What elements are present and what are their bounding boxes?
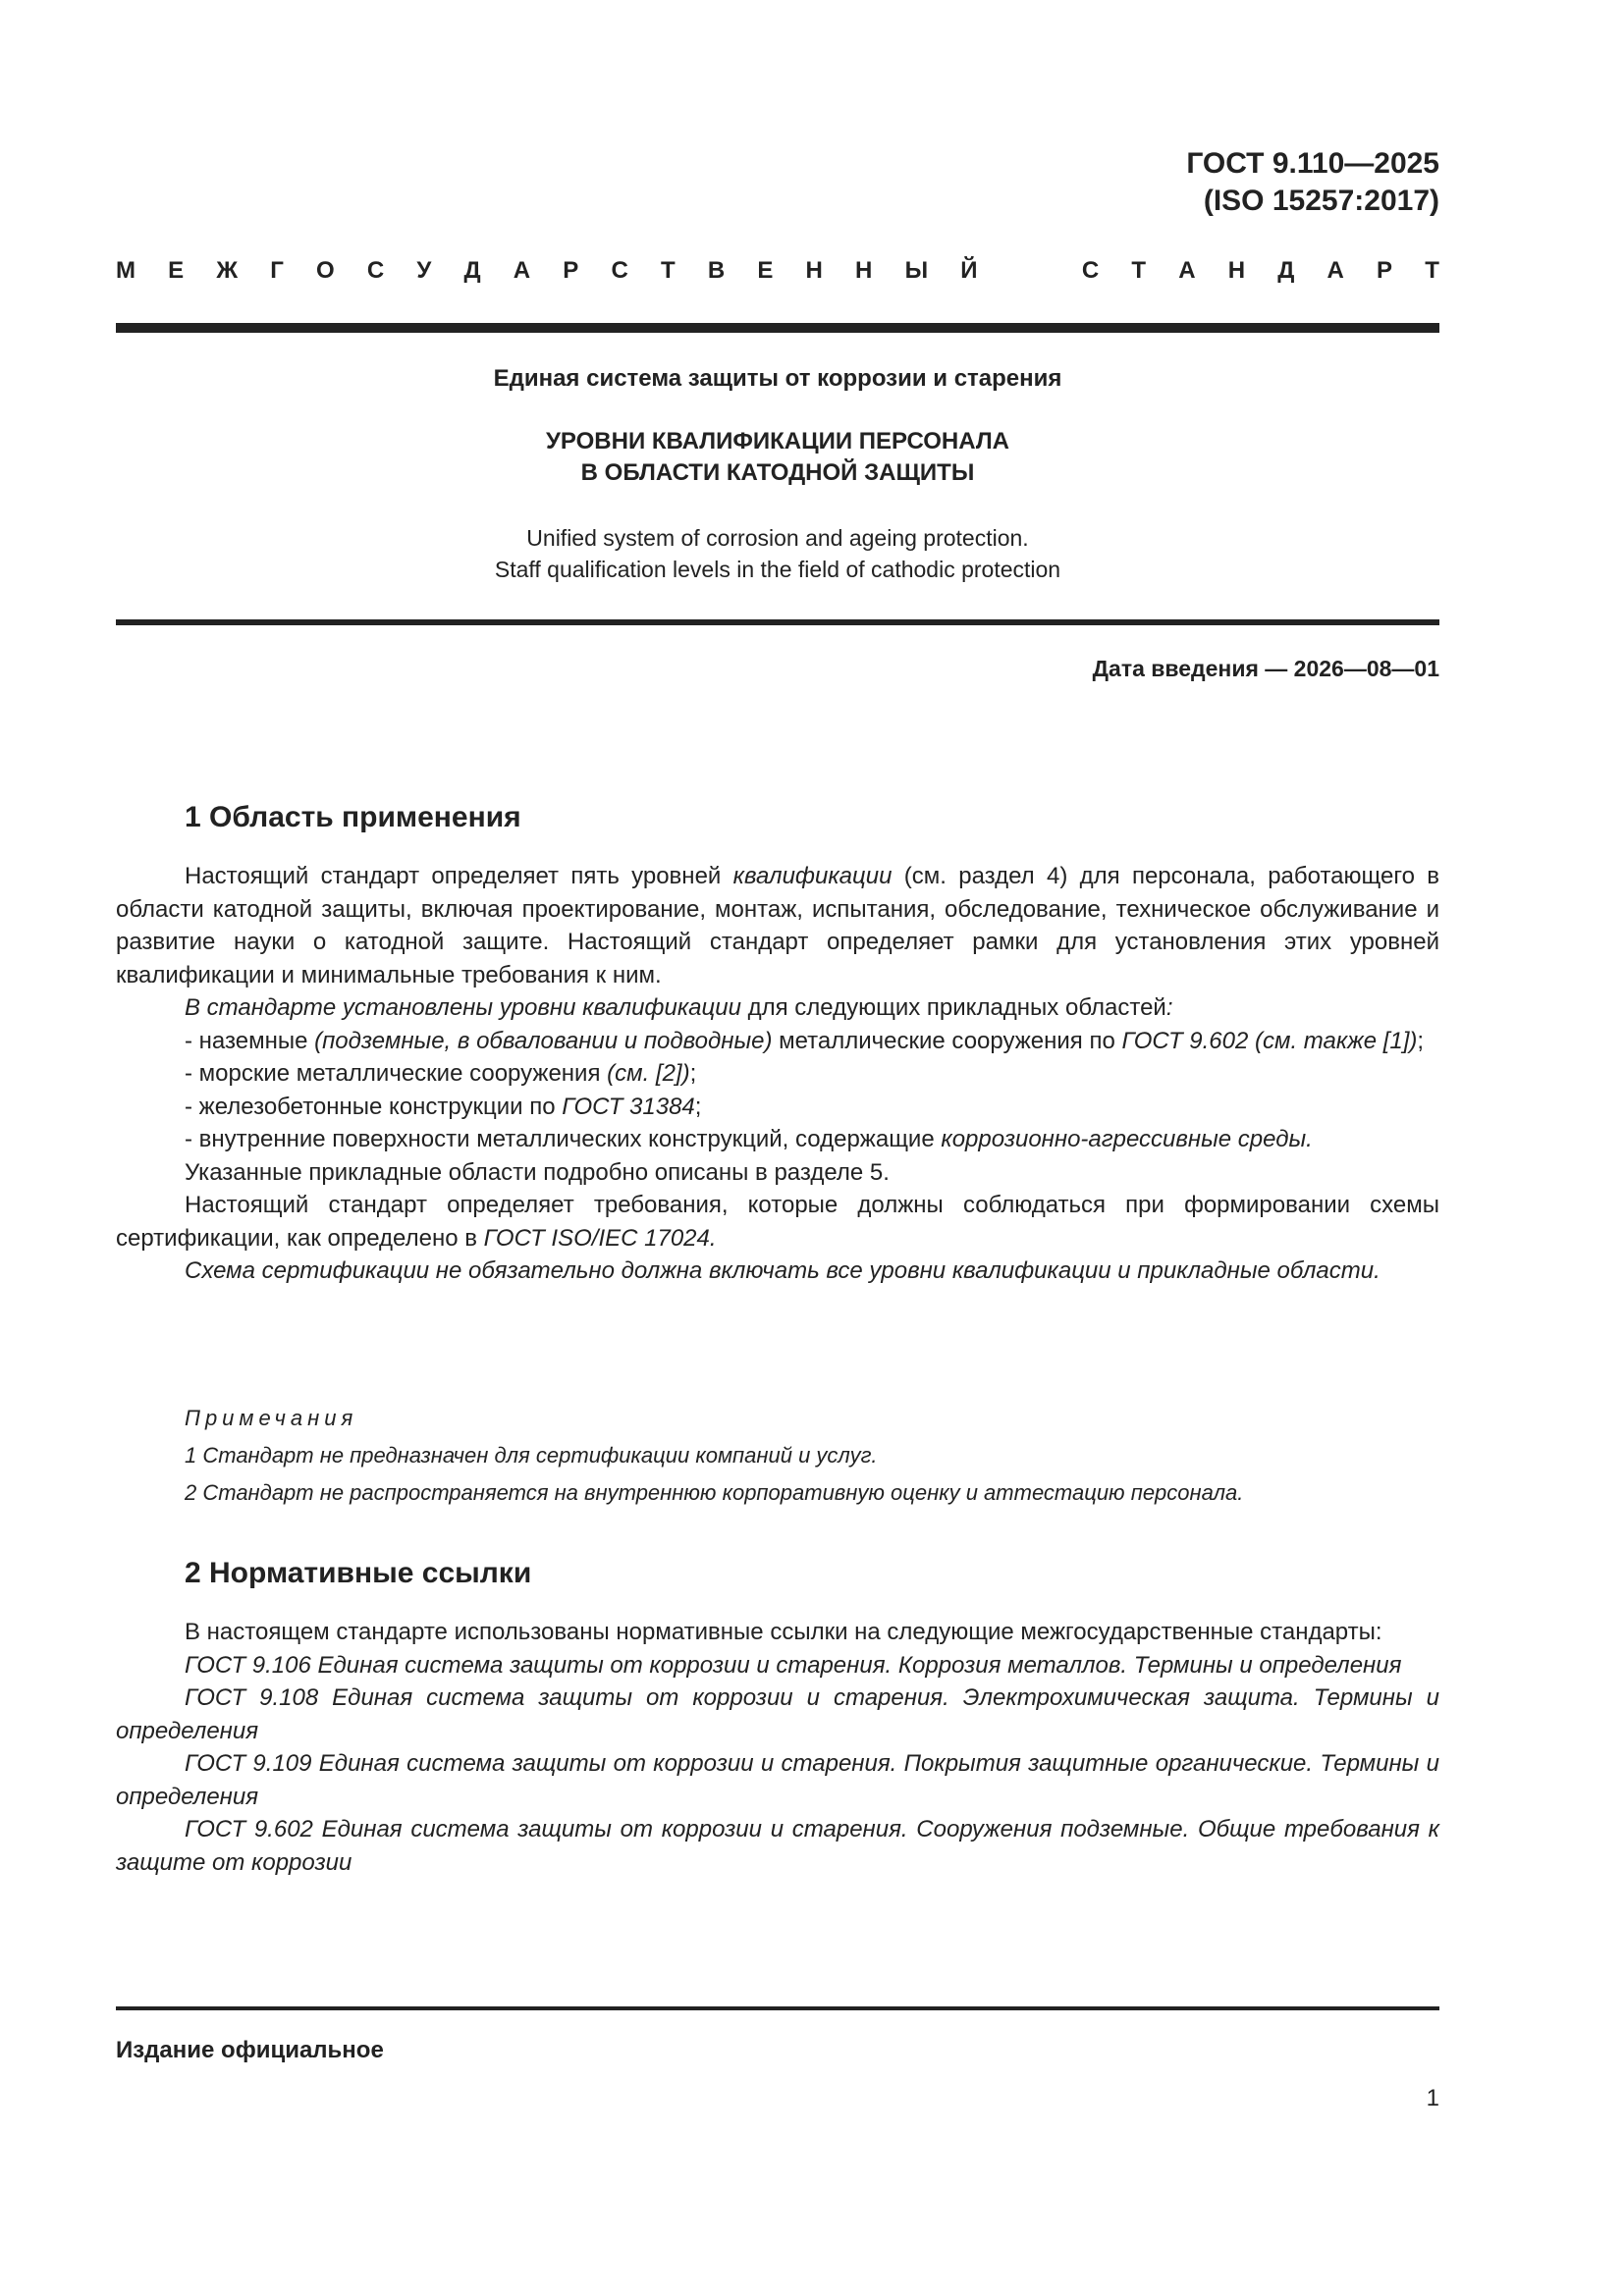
reference-item: ГОСТ 9.108 Единая система защиты от коррозии и старения. Электрохимическая защита. Термины и определения bbox=[116, 1684, 1439, 1744]
banner-letter: Т bbox=[1425, 257, 1439, 284]
notes-label: Примечания bbox=[185, 1406, 358, 1430]
paragraph: Настоящий стандарт определяет пять уровней квалификации (см. раздел 4) для персонала, работающего в области катодной защиты, включая проектирование, монтаж, испытания, обследование, техническое обслуживание и развитие науки о катодной защите. Настоящий стандарт определяет рамки для установления этих уровней квалификации и минимальные требования к ним. bbox=[116, 863, 1439, 988]
banner-letter: Н bbox=[805, 257, 823, 284]
banner-letter: В bbox=[707, 257, 726, 284]
banner-letter: Т bbox=[660, 257, 676, 284]
section-2-body bbox=[116, 1616, 1439, 1879]
system-title: Единая система защиты от коррозии и старения bbox=[493, 365, 1062, 392]
footer-rule bbox=[116, 2006, 1439, 2010]
page-number: 1 bbox=[1426, 2085, 1439, 2111]
banner-letter: А bbox=[1178, 257, 1196, 284]
banner-letter: Ы bbox=[904, 257, 929, 284]
banner-letter: Е bbox=[757, 257, 774, 284]
english-title-line: Staff qualification levels in the field of cathodic protection bbox=[494, 557, 1061, 582]
paragraph: Настоящий стандарт определяет требования, которые должны соблюдаться при формировании схемы сертификации, как определено в ГОСТ ISO/IEC 17024. bbox=[116, 1192, 1439, 1252]
banner-letter: У bbox=[416, 257, 432, 284]
paragraph: Указанные прикладные области подробно описаны в разделе 5. bbox=[185, 1158, 890, 1186]
paragraph: В стандарте установлены уровни квалификации для следующих прикладных областей: bbox=[185, 994, 1173, 1021]
banner-letter: А bbox=[1326, 257, 1344, 284]
section-2-heading: 2 Нормативные ссылки bbox=[185, 1557, 532, 1589]
english-title bbox=[116, 522, 1439, 585]
note-item: 2 Стандарт не распространяется на внутреннюю корпоративную оценку и аттестацию персонала. bbox=[185, 1480, 1244, 1505]
banner-letter: Д bbox=[1277, 257, 1295, 284]
banner-letter: Г bbox=[270, 257, 284, 284]
main-title-line: УРОВНИ КВАЛИФИКАЦИИ ПЕРСОНАЛА bbox=[546, 428, 1009, 454]
banner-letter: С bbox=[1081, 257, 1100, 284]
banner-letter: Р bbox=[1377, 257, 1393, 284]
reference-item: ГОСТ 9.109 Единая система защиты от коррозии и старения. Покрытия защитные органические. Термины и определения bbox=[116, 1750, 1439, 1810]
doc-number: ГОСТ 9.110—2025 bbox=[1186, 147, 1439, 180]
header-rule bbox=[116, 323, 1439, 333]
banner-letter: Р bbox=[563, 257, 579, 284]
reference-item: ГОСТ 9.106 Единая система защиты от коррозии и старения. Коррозия металлов. Термины и определения bbox=[185, 1651, 1402, 1679]
introduction-date: Дата введения — 2026—08—01 bbox=[1092, 656, 1439, 681]
list-item: - железобетонные конструкции по ГОСТ 31384; bbox=[185, 1093, 702, 1120]
section-1-heading: 1 Область применения bbox=[185, 801, 521, 833]
standard-type-banner bbox=[116, 257, 1439, 285]
notes-block bbox=[185, 1400, 1439, 1512]
banner-letter: Н bbox=[1227, 257, 1246, 284]
paragraph: Схема сертификации не обязательно должна включать все уровни квалификации и прикладные области. bbox=[185, 1257, 1380, 1284]
paragraph: В настоящем стандарте использованы нормативные ссылки на следующие межгосударственные стандарты: bbox=[185, 1619, 1382, 1645]
official-edition-label: Издание официальное bbox=[116, 2037, 384, 2063]
banner-letter: Д bbox=[463, 257, 481, 284]
reference-item: ГОСТ 9.602 Единая система защиты от коррозии и старения. Сооружения подземные. Общие требования к защите от коррозии bbox=[116, 1816, 1439, 1876]
banner-letter: С bbox=[366, 257, 385, 284]
banner-letter: Е bbox=[168, 257, 185, 284]
main-title-line: В ОБЛАСТИ КАТОДНОЙ ЗАЩИТЫ bbox=[580, 459, 975, 486]
english-title-line: Unified system of corrosion and ageing protection. bbox=[526, 525, 1029, 551]
banner-letter: А bbox=[513, 257, 531, 284]
banner-letter: С bbox=[611, 257, 628, 284]
banner-letter: Н bbox=[855, 257, 873, 284]
title-rule bbox=[116, 619, 1439, 625]
banner-letter: О bbox=[316, 257, 335, 284]
banner-letter: Й bbox=[960, 257, 978, 284]
list-item: - внутренние поверхности металлических конструкций, содержащие коррозионно-агрессивные среды. bbox=[185, 1126, 1313, 1152]
banner-letter: Т bbox=[1131, 257, 1147, 284]
banner-gap bbox=[1010, 257, 1050, 285]
iso-number: (ISO 15257:2017) bbox=[1203, 185, 1439, 217]
document-identifier bbox=[1186, 145, 1439, 220]
note-item: 1 Стандарт не предназначен для сертификации компаний и услуг. bbox=[185, 1443, 878, 1468]
banner-letter: М bbox=[116, 257, 135, 284]
section-1-body bbox=[116, 860, 1439, 1288]
main-title bbox=[116, 426, 1439, 489]
list-item: - наземные (подземные, в обваловании и подводные) металлические сооружения по ГОСТ 9.602 (см. также [1]); bbox=[185, 1027, 1425, 1054]
banner-letter: Ж bbox=[216, 257, 239, 284]
list-item: - морские металлические сооружения (см. [2]); bbox=[185, 1060, 697, 1087]
